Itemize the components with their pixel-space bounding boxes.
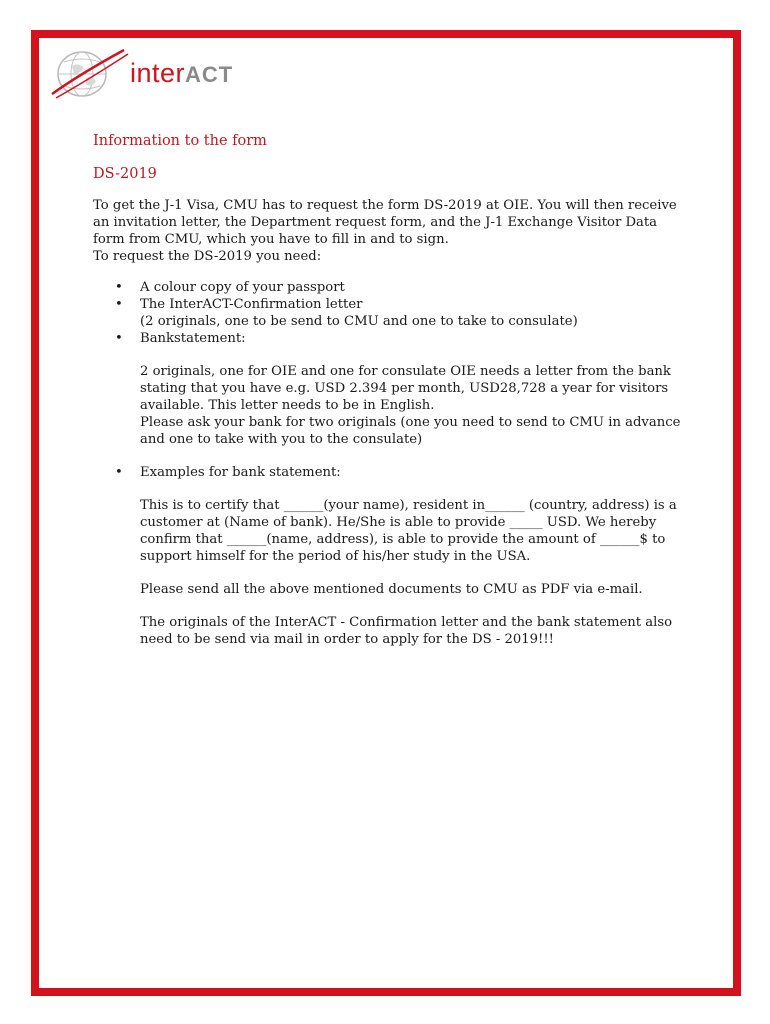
document-title: Information to the form [93, 133, 267, 149]
paragraph-line: The originals of the InterACT - Confirmation letter and the bank statement also [140, 615, 673, 630]
list-item [93, 296, 683, 313]
originals-note-paragraph [93, 614, 683, 648]
paragraph-line: This is to certify that ______(your name), resident in______ (country, address) is a [140, 498, 677, 513]
list-item [93, 279, 683, 296]
paragraph-line: customer at (Name of bank). He/She is able to provide _____ USD. We hereby [140, 515, 657, 530]
list-item [93, 330, 683, 347]
logo-wordmark [130, 58, 233, 89]
list-item [93, 464, 683, 481]
paragraph-line: stating that you have e.g. USD 2.394 per month, USD28,728 a year for visitors [140, 381, 669, 396]
intro-line: To get the J-1 Visa, CMU has to request the form DS-2019 at OIE. You will then receive [93, 198, 677, 213]
requirements-list [93, 279, 683, 347]
example-statement-paragraph [93, 497, 683, 565]
list-item-text: The InterACT-Confirmation letter [140, 297, 363, 312]
logo-text-inter: inter [130, 58, 186, 88]
bullet-icon: • [115, 465, 123, 480]
paragraph-line: support himself for the period of his/her study in the USA. [140, 549, 531, 564]
paragraph-line: confirm that ______(name, address), is able to provide the amount of ______$ to [140, 532, 666, 547]
examples-list [93, 464, 683, 481]
send-note-paragraph [93, 581, 683, 598]
paragraph-line: available. This letter needs to be in English. [140, 398, 435, 413]
bullet-icon: • [115, 297, 123, 312]
intro-line: an invitation letter, the Department request form, and the J-1 Exchange Visitor Data [93, 215, 658, 230]
document-subtitle: DS-2019 [93, 166, 157, 182]
bullet-icon: • [115, 331, 123, 346]
paragraph-line: Please send all the above mentioned documents to CMU as PDF via e-mail. [140, 582, 643, 597]
list-item-text: Examples for bank statement: [140, 465, 341, 480]
list-item-text: Bankstatement: [140, 331, 246, 346]
document-body [93, 133, 683, 648]
globe-swoosh-icon [50, 44, 130, 102]
intro-line: To request the DS-2019 you need: [93, 249, 322, 264]
list-item-text: A colour copy of your passport [140, 280, 345, 295]
logo-text-act: ACT [185, 62, 234, 87]
intro-line: form from CMU, which you have to fill in and to sign. [93, 232, 449, 247]
paragraph-line: Please ask your bank for two originals (one you need to send to CMU in advance [140, 415, 681, 430]
intro-paragraph [93, 197, 683, 265]
paragraph-line: and one to take with you to the consulate) [140, 432, 423, 447]
paragraph-line: 2 originals, one for OIE and one for consulate OIE needs a letter from the bank [140, 364, 671, 379]
bullet-icon: • [115, 280, 123, 295]
list-item-continuation [93, 313, 683, 330]
bank-statement-paragraph [93, 363, 683, 448]
list-item-subtext: (2 originals, one to be send to CMU and one to take to consulate) [140, 314, 578, 329]
paragraph-line: need to be send via mail in order to apply for the DS - 2019!!! [140, 632, 554, 647]
